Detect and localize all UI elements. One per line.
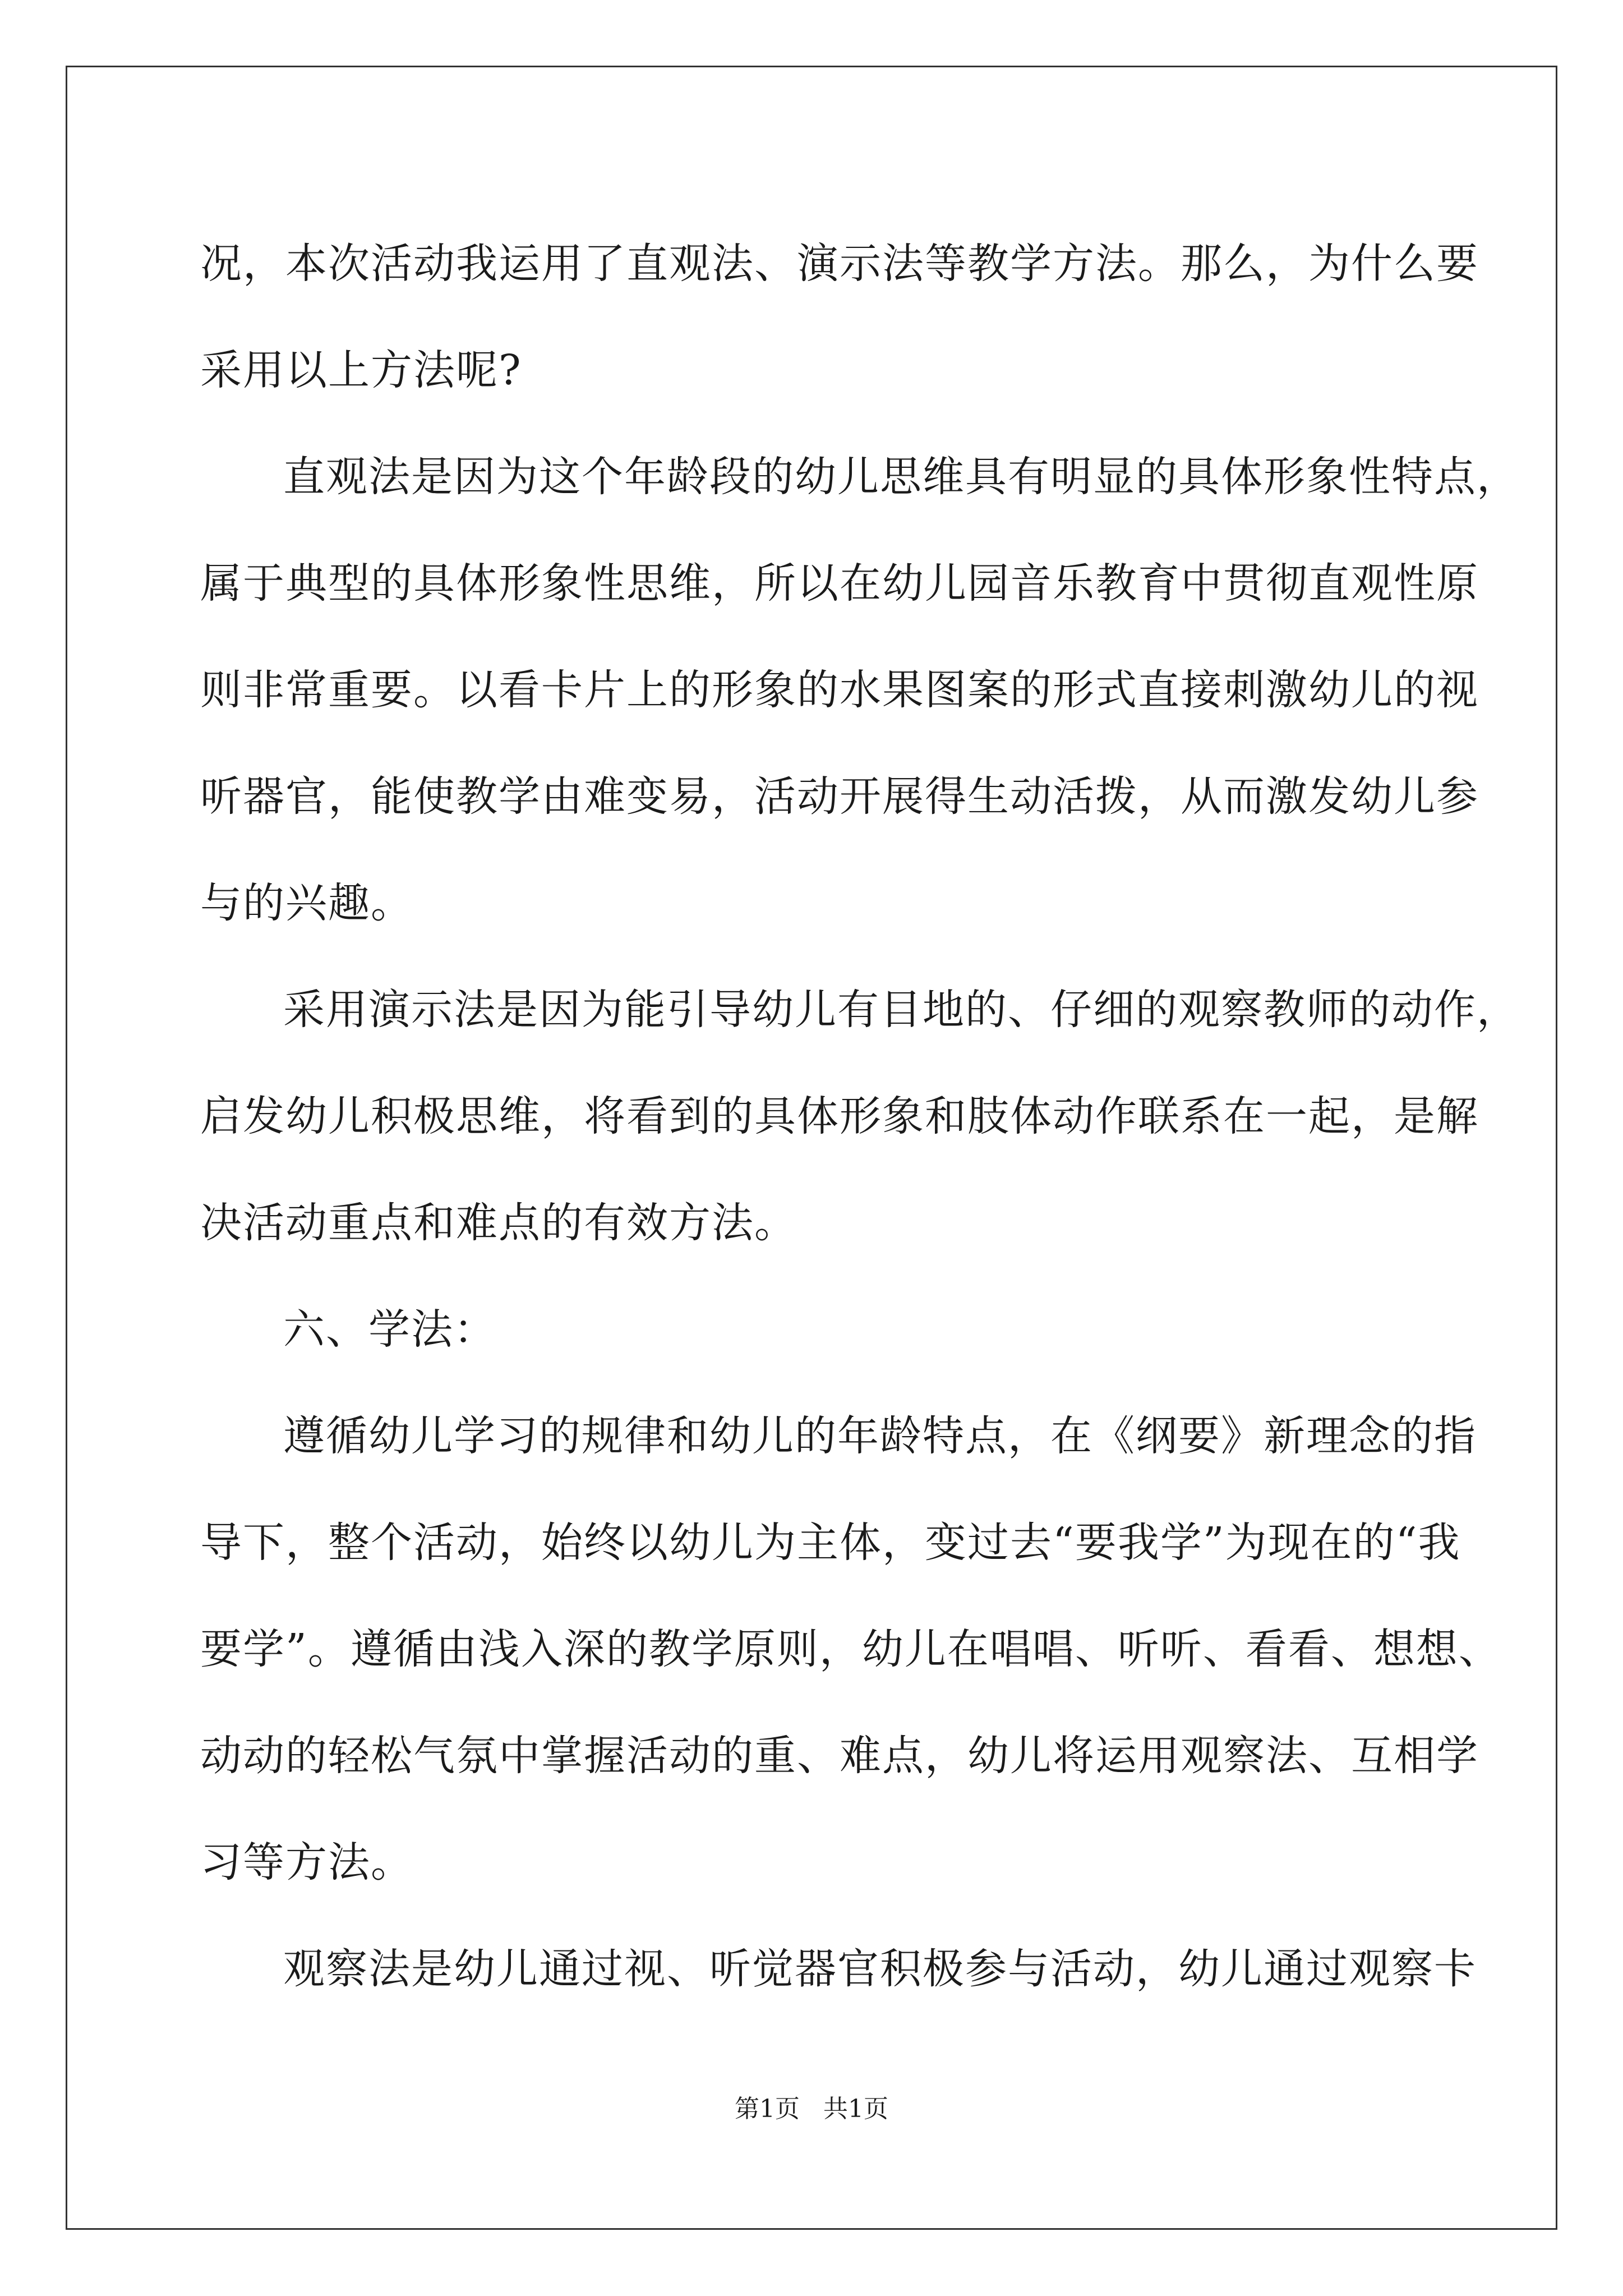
text-line: 动动的轻松气氛中掌握活动的重、难点，幼儿将运用观察法、互相学	[200, 1732, 1479, 1780]
text-line: 与的兴趣。	[200, 879, 413, 927]
text-line: 采用演示法是因为能引导幼儿有目地的、仔细的观察教师的动作，	[283, 986, 1519, 1034]
text-line: 要学”。遵循由浅入深的教学原则，幼儿在唱唱、听听、看看、想想、	[200, 1625, 1501, 1673]
text-line: 属于典型的具体形象性思维，所以在幼儿园音乐教育中贯彻直观性原	[200, 559, 1479, 608]
text-line: 习等方法。	[200, 1838, 413, 1887]
text-line: 遵循幼儿学习的规律和幼儿的年龄特点，在《纲要》新理念的指	[283, 1412, 1477, 1460]
text-line: 则非常重要。以看卡片上的形象的水果图案的形式直接刺激幼儿的视	[200, 666, 1479, 714]
text-line: 听器官，能使教学由难变易，活动开展得生动活拨，从而激发幼儿参	[200, 772, 1479, 821]
text-line: 况，本次活动我运用了直观法、演示法等教学方法。那么，为什么要	[200, 240, 1479, 288]
text-line: 采用以上方法呢?	[200, 346, 522, 394]
text-line: 导下，整个活动，始终以幼儿为主体，变过去“要我学”为现在的“我	[200, 1519, 1461, 1567]
section-heading: 六、学法：	[283, 1305, 496, 1354]
text-line: 观察法是幼儿通过视、听觉器官积极参与活动，幼儿通过观察卡	[283, 1945, 1477, 1993]
text-line: 直观法是因为这个年龄段的幼儿思维具有明显的具体形象性特点，	[283, 453, 1519, 501]
text-line: 启发幼儿积极思维，将看到的具体形象和肢体动作联系在一起，是解	[200, 1092, 1479, 1140]
document-body	[200, 210, 1519, 2022]
text-line: 决活动重点和难点的有效方法。	[200, 1199, 797, 1247]
page-footer: 第1页 共1页	[735, 2095, 888, 2123]
